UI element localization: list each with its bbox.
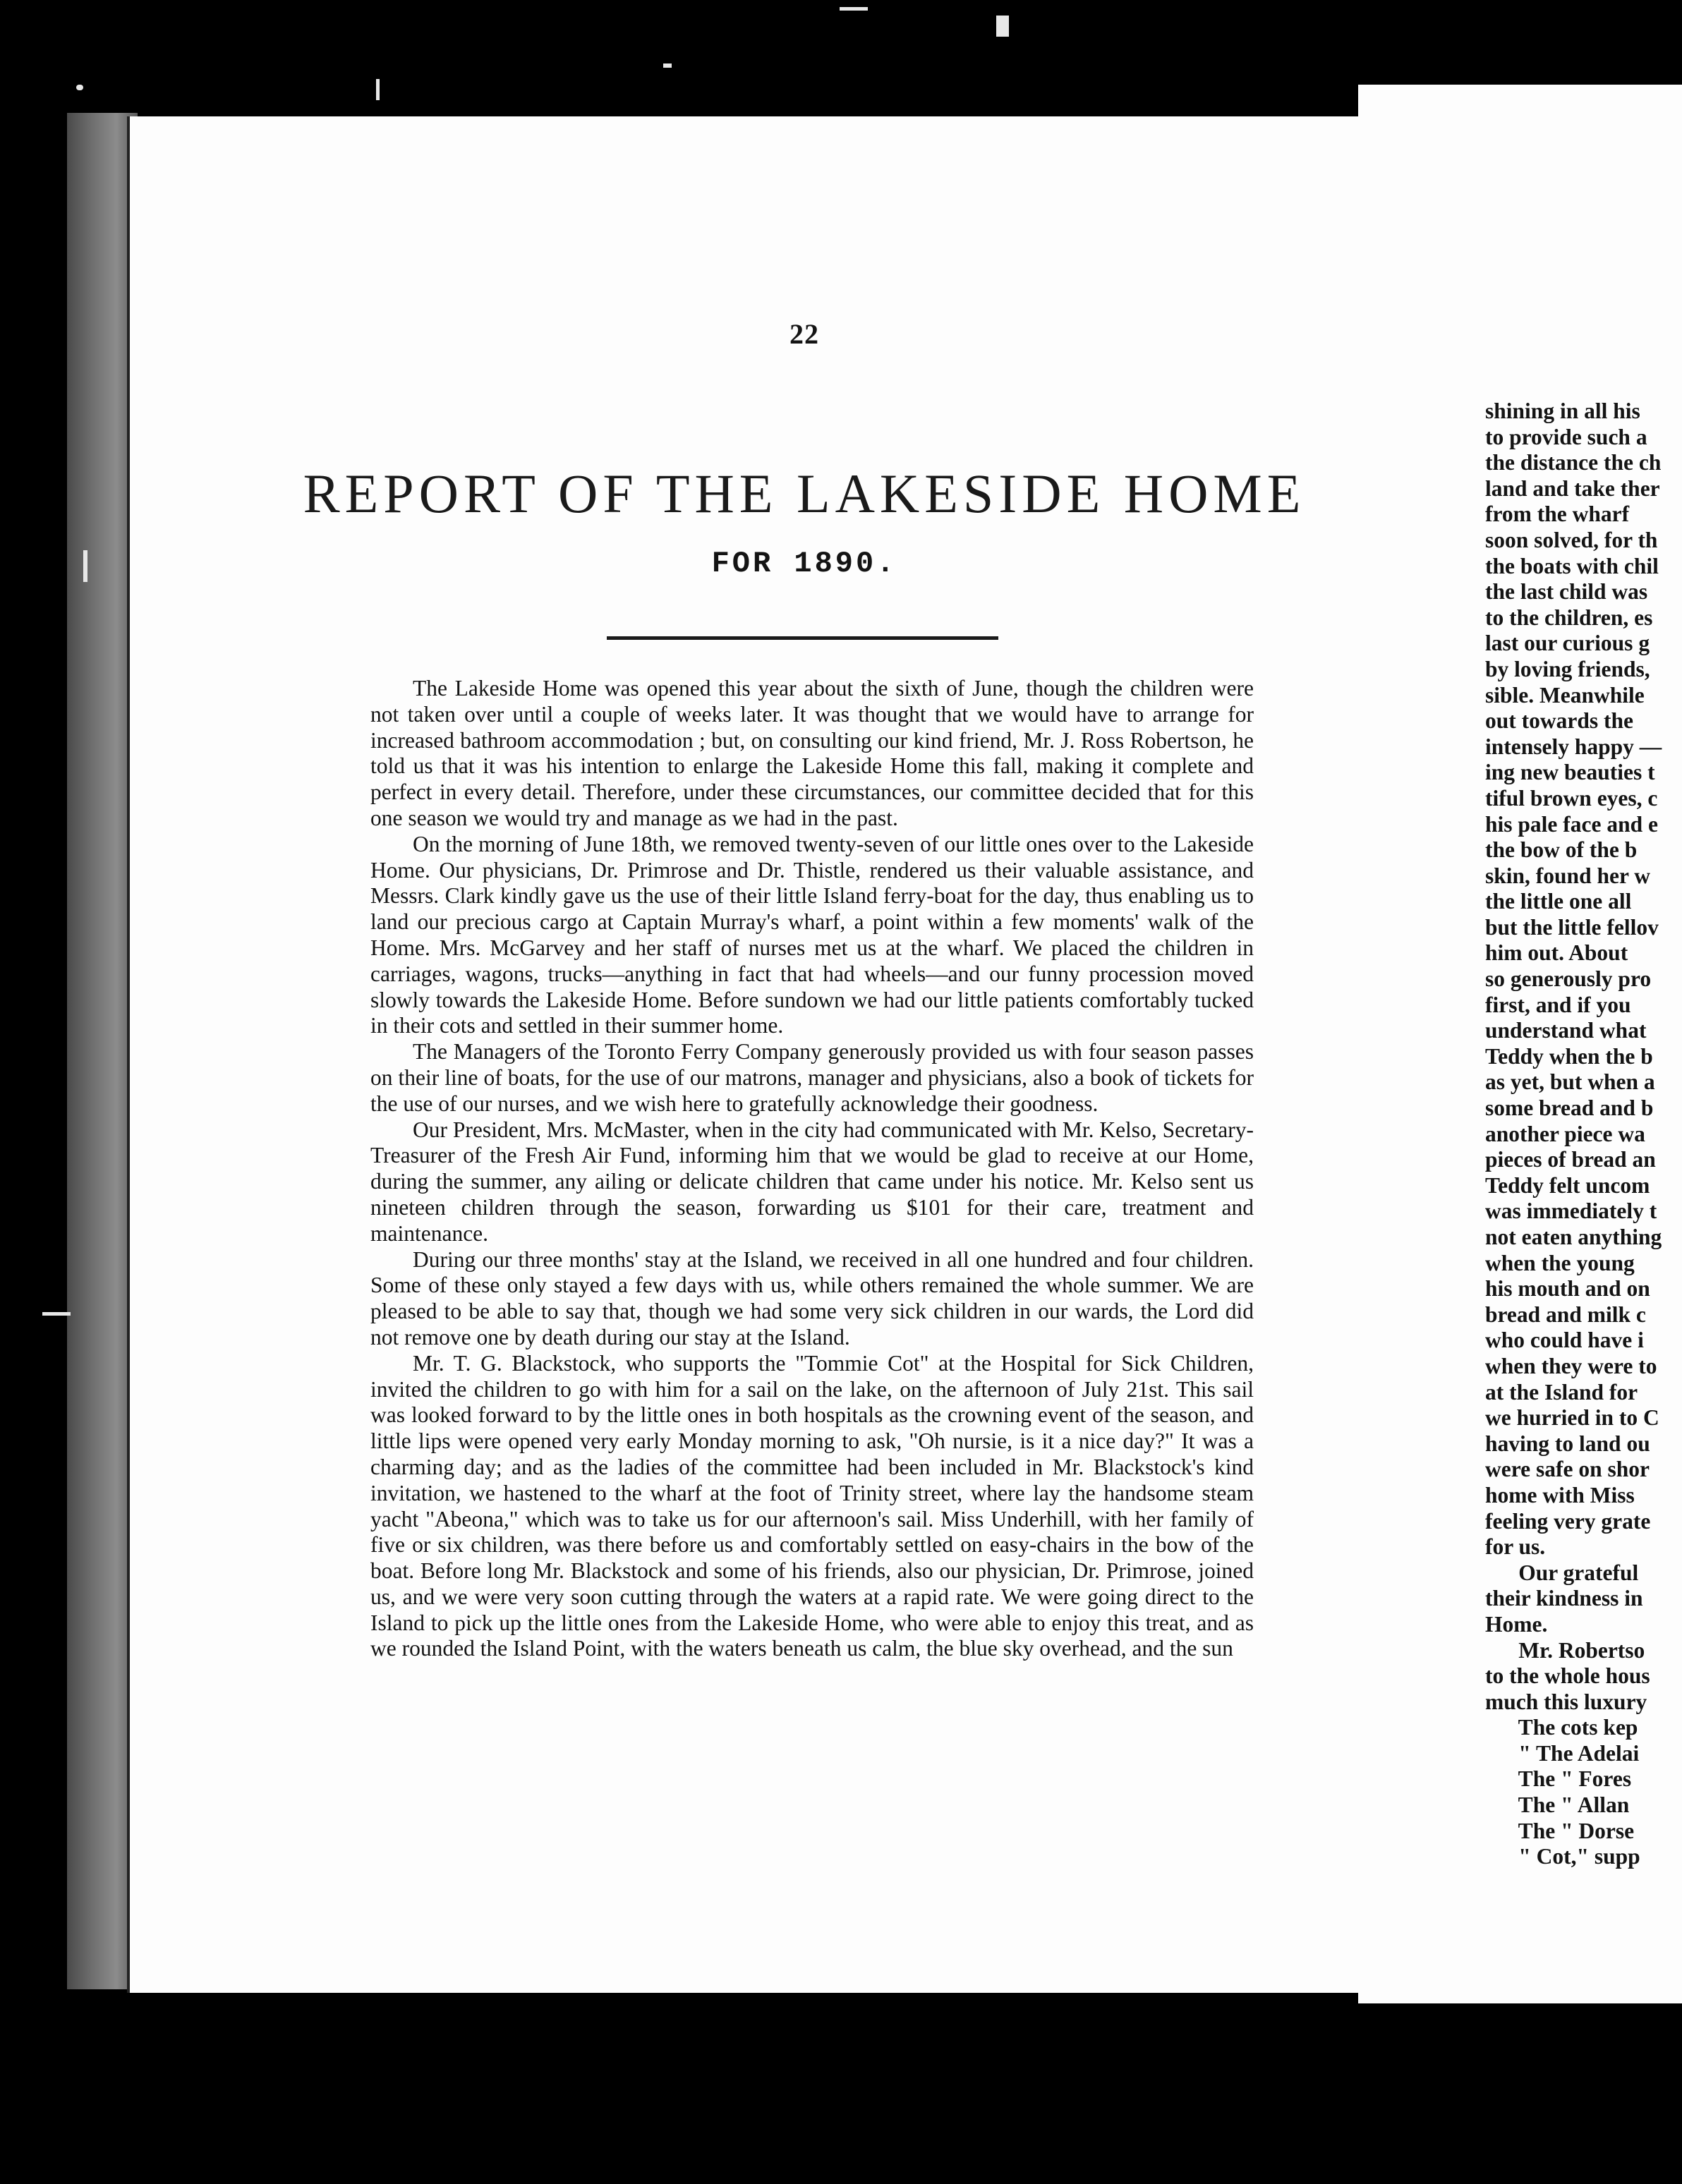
- facing-page-line: were safe on shor: [1485, 1457, 1650, 1482]
- facing-page-line: shining in all his: [1485, 399, 1640, 423]
- paragraph-fresh-air-fund: Our President, Mrs. McMaster, when in the city had communicated with Mr. Kelso, Secretary-Treasurer of the Fresh Air Fund, informing him that we would be glad to receive at our Home, during the summer, any ailing or delicate children that came under his notice. Mr. Kelso sent us nineteen children through the season, forwarding us $101 for their care, treatment and maintenance.: [370, 1117, 1254, 1246]
- facing-page-line: soon solved, for th: [1485, 527, 1658, 552]
- film-speck: [76, 85, 83, 90]
- film-speck: [663, 63, 672, 68]
- facing-page-line: the last child was: [1485, 579, 1648, 605]
- facing-page-line: not eaten anything: [1485, 1225, 1662, 1249]
- facing-page-line: bread and milk c: [1485, 1302, 1646, 1327]
- facing-page-line: understand what: [1485, 1018, 1647, 1043]
- facing-page-line: from the wharf: [1485, 502, 1630, 527]
- film-speck: [376, 79, 380, 100]
- title-divider: [607, 636, 998, 640]
- facing-page-line: when they were to: [1485, 1353, 1657, 1378]
- facing-page-line: some bread and b: [1485, 1096, 1654, 1121]
- page-number: 22: [789, 318, 819, 350]
- facing-page-line: intensely happy —: [1485, 734, 1662, 759]
- facing-page-line: Home.: [1485, 1611, 1548, 1637]
- facing-page-line: home with Miss: [1485, 1482, 1635, 1507]
- facing-page-line: Our grateful: [1485, 1560, 1639, 1585]
- facing-page-line: tiful brown eyes, c: [1485, 785, 1658, 811]
- facing-page-line: ing new beauties t: [1485, 760, 1655, 785]
- facing-page-line: their kindness in: [1485, 1586, 1643, 1611]
- facing-page-line: land and take ther: [1485, 475, 1660, 501]
- facing-page-line: The " Fores: [1485, 1766, 1632, 1792]
- facing-page-line: but the little fellov: [1485, 914, 1659, 940]
- facing-page-line: The " Dorse: [1485, 1818, 1635, 1843]
- facing-page-line: the boats with chil: [1485, 553, 1659, 578]
- facing-page-line: as yet, but when a: [1485, 1069, 1655, 1095]
- film-speck: [840, 7, 868, 11]
- report-body: [370, 676, 1254, 1662]
- facing-page-line: the little one all: [1485, 889, 1632, 914]
- facing-page-line: " The Adelai: [1485, 1740, 1640, 1766]
- facing-page-line: was immediately t: [1485, 1199, 1657, 1224]
- paragraph-opening: The Lakeside Home was opened this year about the sixth of June, though the children were not taken over until a couple of weeks later. It was thought that we would have to arrange for increased bathroom accommodation ; but, on consulting our kind friend, Mr. J. Ross Robertson, he told us that it was his intention to enlarge the Lakeside Home this fall, making it complete and perfect in every detail. Therefore, under these circumstances, our committee decided that for this one season we would try and manage as we had in the past.: [370, 676, 1254, 830]
- facing-page-line: having to land ou: [1485, 1431, 1650, 1456]
- facing-page-line: another piece wa: [1485, 1121, 1645, 1146]
- paragraph-removal: On the morning of June 18th, we removed twenty-seven of our little ones over to the Lakeside Home. Our physicians, Dr. Primrose and Dr. Thistle, rendered us their valuable assistance, and Messrs. Clark kindly gave us the use of their little Island ferry-boat for the day, thus enabling us to land our precious cargo at Captain Murray's wharf, a point within a few moments' walk of the Home. Mrs. McGarvey and her staff of nurses met us at the wharf. We placed the children in carriages, wagons, trucks—anything in fact that had wheels—and our funny procession moved slowly towards the Lakeside Home. Before sundown we had our little patients comfortably tucked in their cots and settled in their summer home.: [370, 831, 1254, 1038]
- facing-page-line: Teddy felt uncom: [1485, 1172, 1650, 1198]
- facing-page-line: to provide such a: [1485, 424, 1647, 449]
- facing-page-line: The " Allan: [1485, 1792, 1630, 1818]
- facing-page-line: for us.: [1485, 1534, 1546, 1560]
- facing-page-line: him out. About: [1485, 940, 1628, 966]
- facing-page-line: to the whole hous: [1485, 1663, 1650, 1689]
- paragraph-ferry-company: The Managers of the Toronto Ferry Company generously provided us with four season passes on their line of boats, for the use of our matrons, manager and physicians, also a book of tickets for the use of our nurses, and we wish here to gratefully acknowledge their goodness.: [370, 1039, 1254, 1116]
- facing-page-text: [1485, 399, 1682, 1870]
- facing-page-line: out towards the: [1485, 708, 1633, 734]
- report-subtitle: FOR 1890.: [711, 547, 897, 581]
- facing-page-line: his pale face and e: [1485, 811, 1659, 837]
- report-title: REPORT OF THE LAKESIDE HOME: [303, 463, 1306, 524]
- film-speck: [83, 550, 87, 582]
- film-speck: [42, 1312, 71, 1316]
- film-speck: [996, 16, 1009, 37]
- facing-page-line: first, and if you: [1485, 992, 1631, 1017]
- facing-page-line: sible. Meanwhile: [1485, 682, 1645, 708]
- facing-page-line: we hurried in to C: [1485, 1405, 1659, 1431]
- facing-page-line: by loving friends,: [1485, 656, 1650, 681]
- facing-page-line: to the children, es: [1485, 605, 1653, 630]
- facing-page-line: at the Island for: [1485, 1379, 1638, 1405]
- facing-page-line: Mr. Robertso: [1485, 1637, 1645, 1663]
- facing-page-line: skin, found her w: [1485, 863, 1651, 888]
- paragraph-blackstock-sail: Mr. T. G. Blackstock, who supports the "Tommie Cot" at the Hospital for Sick Children, invited the children to go with him for a sail on the lake, on the afternoon of July 21st. This sail was looked forward to by the little ones in both hospitals as the crowning event of the season, and little lips were opened very early Monday morning to ask, "Oh nursie, is it a nice day?" It was a charming day; and as the ladies of the committee had been included in Mr. Blackstock's kind invitation, we hastened to the wharf at the foot of Trinity street, where lay the handsome steam yacht "Abeona," which was to take us for our afternoon's sail. Miss Underhill, with her family of five or six children, was there before us and comfortably settled on easy-chairs in the bow of the boat. Before long Mr. Blackstock and some of his friends, also our physician, Dr. Primrose, joined us, and we were very soon cutting through the waters at a rapid rate. We were going direct to the Island to pick up the little ones from the Lakeside Home, who were able to enjoy this treat, and as we rounded the Island Point, with the waters beneath us calm, the blue sky overhead, and the sun: [370, 1350, 1254, 1661]
- facing-page-line: The cots kep: [1485, 1715, 1638, 1740]
- facing-page-line: Teddy when the b: [1485, 1043, 1653, 1069]
- facing-page-line: last our curious g: [1485, 631, 1650, 656]
- facing-page-line: so generously pro: [1485, 966, 1652, 992]
- facing-page-line: much this luxury: [1485, 1689, 1647, 1714]
- facing-page-line: " Cot," supp: [1485, 1844, 1640, 1869]
- facing-page-line: his mouth and on: [1485, 1276, 1650, 1302]
- facing-page-line: when the young: [1485, 1250, 1635, 1275]
- facing-page-line: the distance the ch: [1485, 450, 1662, 475]
- paragraph-island-stay: During our three months' stay at the Island, we received in all one hundred and four children. Some of these only stayed a few days with us, while others remained the whole summer. We are pleased to be able to say that, though we had some very sick children in our wards, the Lord did not remove one by death during our stay at the Island.: [370, 1246, 1254, 1349]
- facing-page-line: pieces of bread an: [1485, 1147, 1656, 1172]
- facing-page-line: feeling very grate: [1485, 1508, 1651, 1534]
- facing-page-line: who could have i: [1485, 1328, 1644, 1353]
- facing-page-line: the bow of the b: [1485, 837, 1638, 863]
